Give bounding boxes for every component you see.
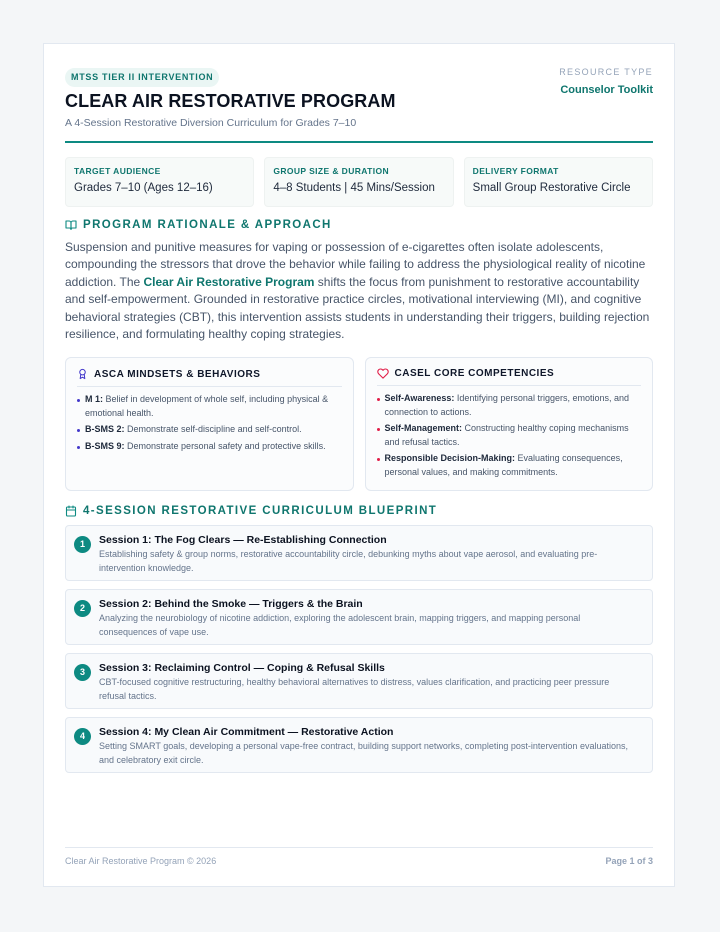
page-number: Page 1 of 3 <box>605 856 653 866</box>
competency-name: Self-Management: <box>384 423 463 433</box>
casel-panel <box>365 357 654 491</box>
award-icon <box>77 368 88 380</box>
competency-text: Identifying personal triggers, emotions, and connection to actions. <box>384 393 629 417</box>
meta-label: TARGET AUDIENCE <box>74 166 161 176</box>
asca-panel-header <box>77 368 342 387</box>
calendar-icon <box>65 505 77 517</box>
casel-panel-header <box>377 368 642 386</box>
program-name-emphasis: Clear Air Restorative Program <box>143 274 315 289</box>
rationale-text: shifts the focus from punishment to restorative accountability and self-empowerment. Grounded in restorative practice circles, motivational interviewing (MI), and cognitive behavioral strategies (CBT), this intervention assists students in understanding their triggers, building rejection resilience, and formulating healthy coping strategies. <box>65 274 650 342</box>
rationale-paragraph <box>65 239 653 343</box>
session-description: Setting SMART goals, developing a personal vape-free contract, building support networks, completing post-intervention evaluations, and celebratory exit circle. <box>99 741 628 765</box>
tier-badge: MTSS TIER II INTERVENTION <box>65 68 219 87</box>
asca-list <box>77 393 342 453</box>
session-description: CBT-focused cognitive restructuring, healthy behavioral alternatives to distress, values clarification, and practicing peer pressure refusal tactics. <box>99 677 610 701</box>
session-description: Establishing safety & group norms, restorative accountability circle, debunking myths about vape aerosol, and evaluating pre-intervention knowledge. <box>99 549 598 573</box>
list-item <box>77 393 342 420</box>
session-number-badge: 4 <box>74 728 91 745</box>
standard-text: Demonstrate self-discipline and self-control. <box>127 424 302 434</box>
meta-card-delivery <box>464 157 653 207</box>
meta-card-audience <box>65 157 254 207</box>
footer-divider <box>65 847 653 848</box>
blueprint-heading <box>65 505 437 517</box>
document-page <box>43 43 675 887</box>
meta-card-group-size <box>264 157 453 207</box>
competency-text: Constructing healthy coping mechanisms and refusal tactics. <box>384 423 629 447</box>
competency-name: Self-Awareness: <box>384 393 455 403</box>
list-item <box>377 392 642 419</box>
heart-icon <box>377 368 389 379</box>
session-card <box>65 525 653 581</box>
session-number-badge: 1 <box>74 536 91 553</box>
standard-text: Belief in development of whole self, including physical & emotional health. <box>85 394 329 418</box>
standards-panels <box>65 357 653 491</box>
page-subtitle: A 4-Session Restorative Diversion Curriculum for Grades 7–10 <box>65 117 357 129</box>
session-description: Analyzing the neurobiology of nicotine addiction, exploring the adolescent brain, mapping triggers, and mapping personal consequences of vape use. <box>99 613 581 637</box>
competency-name: Responsible Decision-Making: <box>384 453 516 463</box>
meta-value: 4–8 Students | 45 Mins/Session <box>273 182 435 194</box>
rationale-text: Suspension and punitive measures for vaping or possession of e-cigarettes often isolate adolescents, compounding the stressors that drove the behavior while failing to address the physiological reality of nicotine addiction. The <box>65 240 646 289</box>
resource-type-label: RESOURCE TYPE <box>559 67 653 77</box>
session-title: Session 1: The Fog Clears — Re-Establishing Connection <box>99 534 387 546</box>
session-card <box>65 653 653 709</box>
standard-code: M 1: <box>85 394 103 404</box>
section-title: PROGRAM RATIONALE & APPROACH <box>83 219 332 231</box>
page-title: CLEAR AIR RESTORATIVE PROGRAM <box>65 91 396 111</box>
program-meta-row <box>65 157 653 207</box>
session-title: Session 2: Behind the Smoke — Triggers & the Brain <box>99 598 363 610</box>
standard-code: B-SMS 9: <box>85 440 125 451</box>
book-open-icon <box>65 219 77 231</box>
meta-value: Small Group Restorative Circle <box>472 182 631 194</box>
session-list <box>65 525 653 781</box>
session-number-badge: 3 <box>74 664 91 681</box>
asca-panel <box>65 357 354 491</box>
resource-type-value: Counselor Toolkit <box>560 84 653 96</box>
meta-label: DELIVERY FORMAT <box>472 166 559 176</box>
standard-text: Demonstrate personal safety and protective skills. <box>127 440 326 451</box>
header-divider <box>65 141 653 143</box>
list-item <box>77 423 342 437</box>
session-title: Session 3: Reclaiming Control — Coping & Refusal Skills <box>99 662 385 674</box>
footer-copyright: Clear Air Restorative Program © 2026 <box>65 856 217 866</box>
list-item <box>77 440 342 454</box>
panel-title: CASEL CORE COMPETENCIES <box>394 368 555 379</box>
session-title: Session 4: My Clean Air Commitment — Restorative Action <box>99 726 394 738</box>
casel-list <box>377 392 642 479</box>
list-item <box>377 452 642 479</box>
rationale-heading <box>65 219 332 231</box>
session-card <box>65 717 653 773</box>
panel-title: ASCA MINDSETS & BEHAVIORS <box>94 368 261 380</box>
competency-text: Evaluating consequences, personal values, and making commitments. <box>384 453 623 477</box>
list-item <box>377 422 642 449</box>
session-card <box>65 589 653 645</box>
section-title: 4-SESSION RESTORATIVE CURRICULUM BLUEPRINT <box>83 505 438 517</box>
session-number-badge: 2 <box>74 600 91 617</box>
standard-code: B-SMS 2: <box>85 424 125 434</box>
meta-label: GROUP SIZE & DURATION <box>273 166 390 176</box>
meta-value: Grades 7–10 (Ages 12–16) <box>74 182 213 194</box>
